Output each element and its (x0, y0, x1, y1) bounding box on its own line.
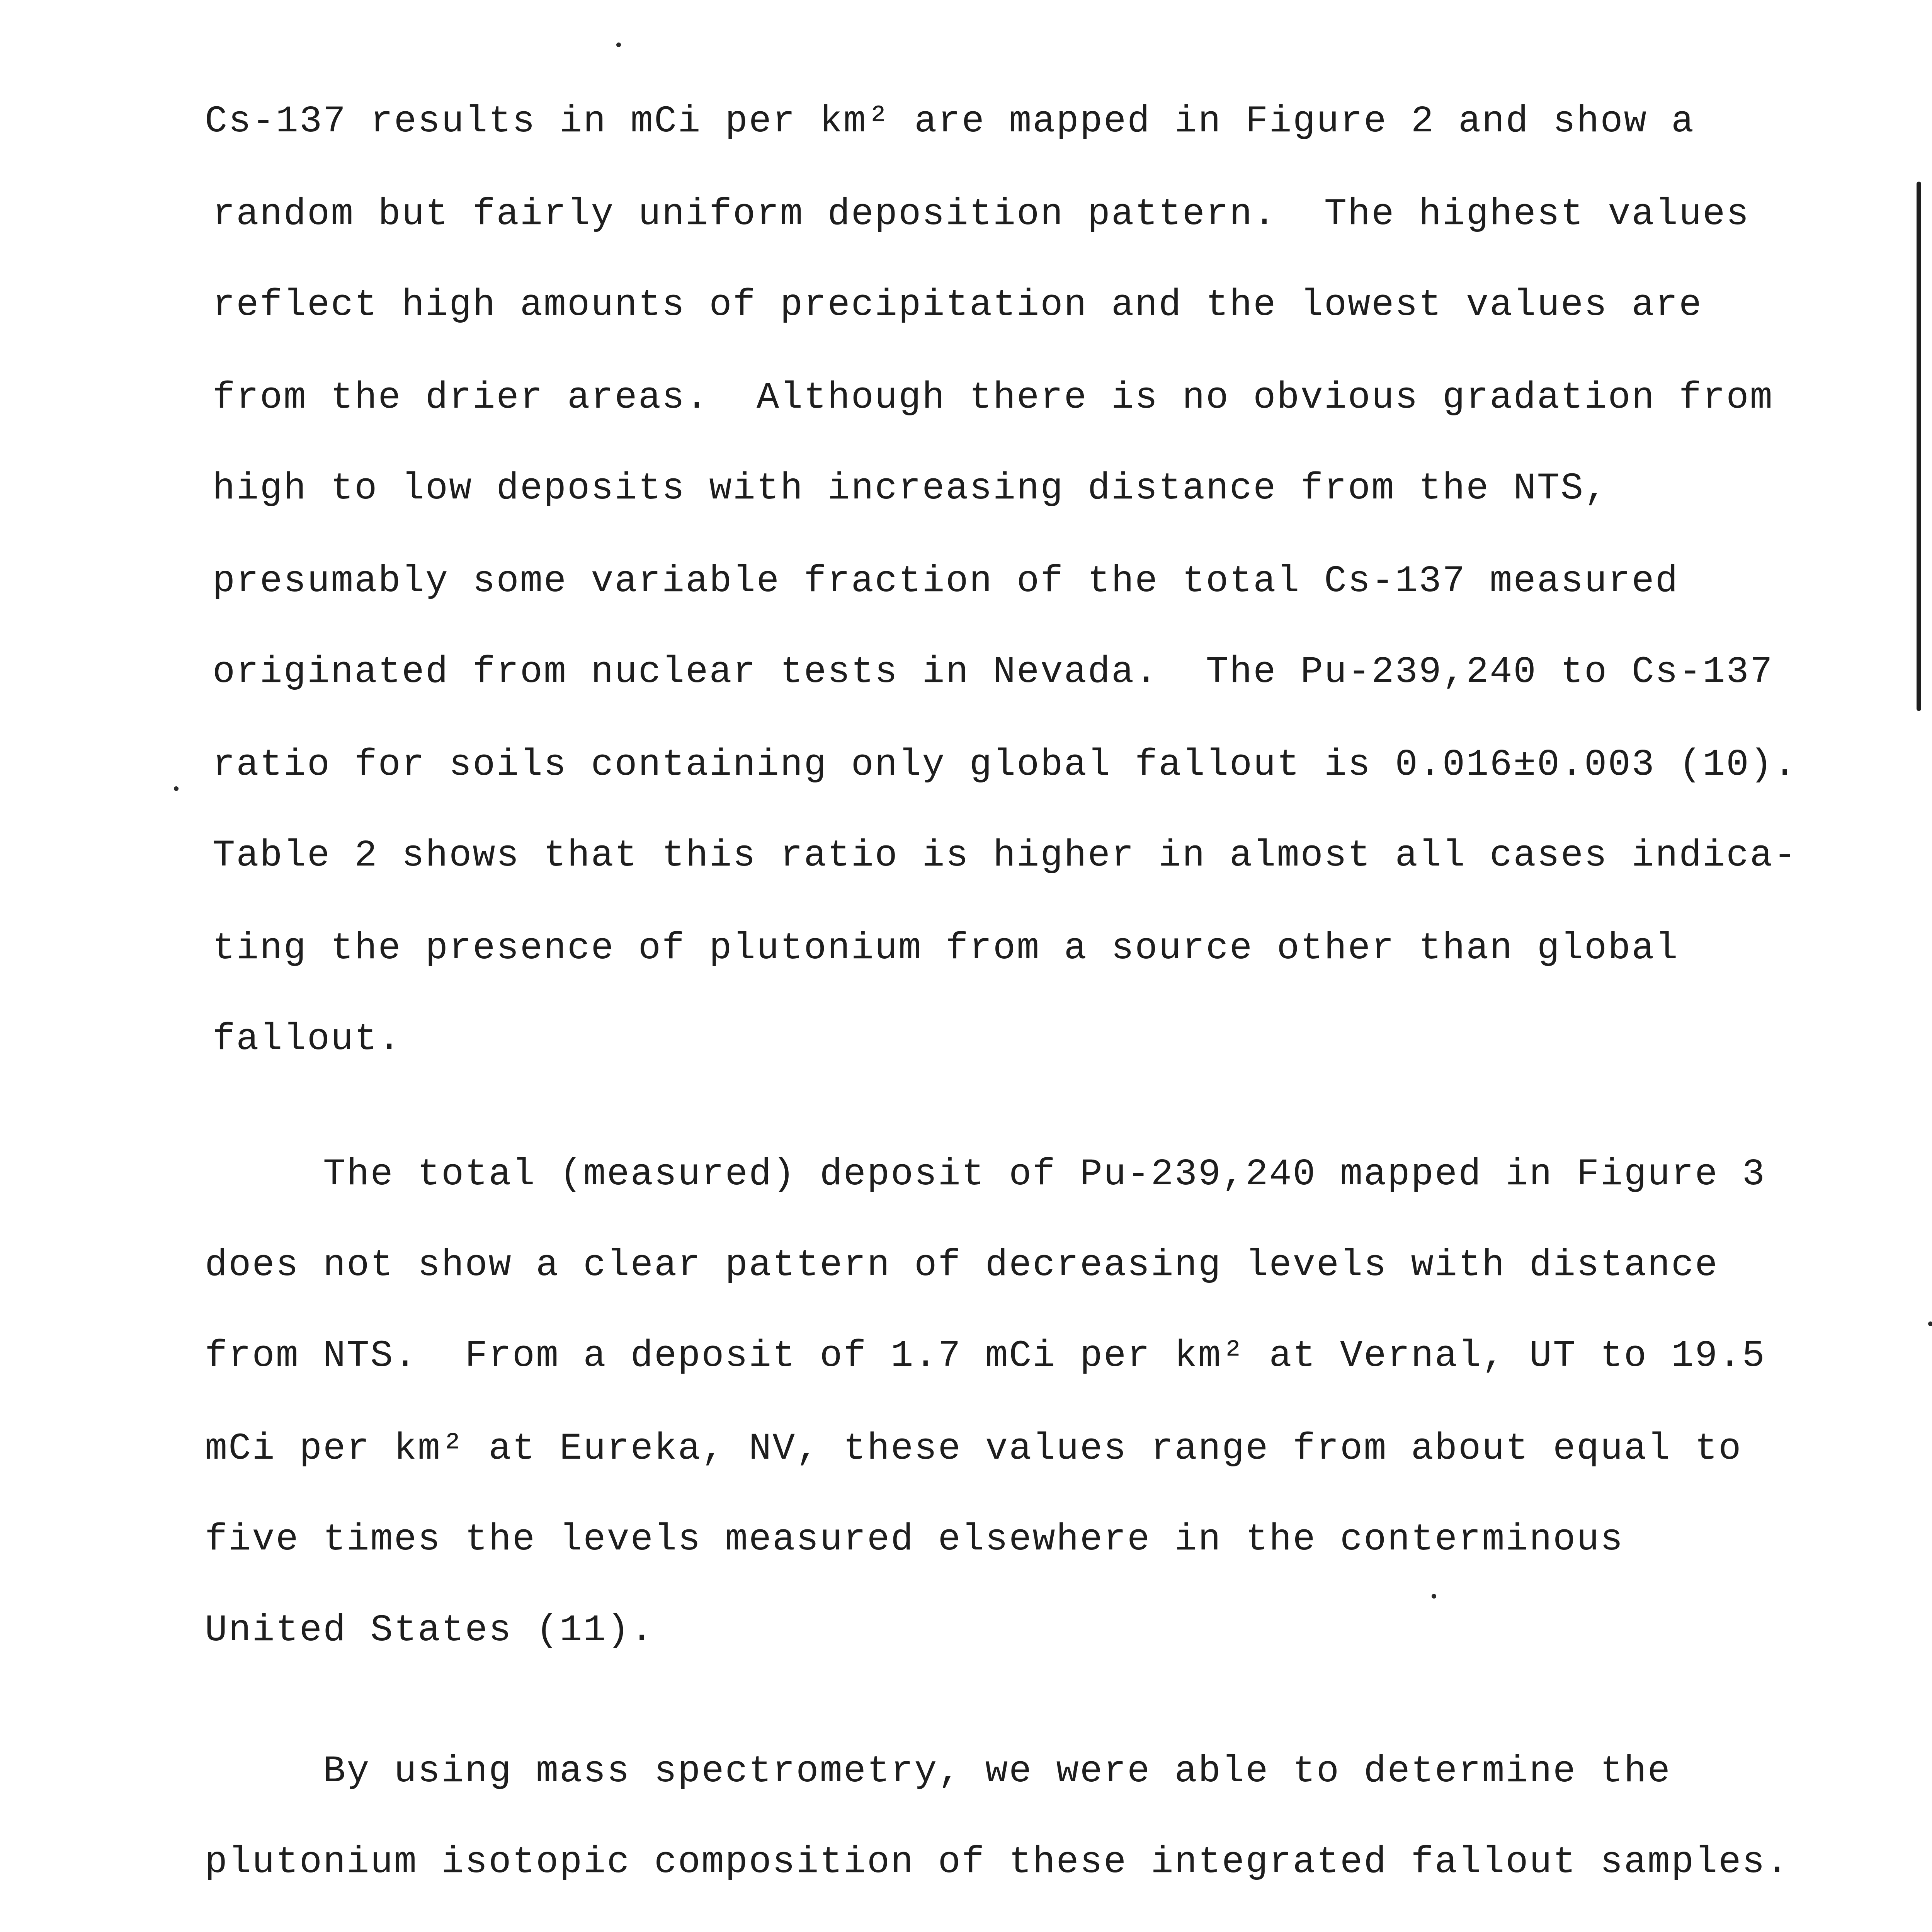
scan-speck (616, 43, 621, 47)
text-line: mCi per km² at Eureka, NV, these values range from about equal to (205, 1428, 1742, 1470)
text-line: Table 2 shows that this ratio is higher in almost all cases indica- (213, 835, 1798, 877)
text-line: random but fairly uniform deposition pattern. The highest values (213, 193, 1750, 236)
text-line: presumably some variable fraction of the total Cs-137 measured (213, 560, 1679, 603)
text-line: from the drier areas. Although there is no obvious gradation from (213, 377, 1774, 419)
text-line: plutonium isotopic composition of these integrated fallout samples. (205, 1841, 1790, 1884)
text-line: ting the presence of plutonium from a source other than global (213, 927, 1679, 970)
margin-bracket-mark (1917, 182, 1921, 711)
scan-speck (1928, 1321, 1932, 1326)
text-line: By using mass spectrometry, we were able to determine the (205, 1750, 1671, 1793)
text-line: United States (11). (205, 1609, 654, 1652)
text-line: The total (measured) deposit of Pu-239,240 mapped in Figure 3 (205, 1153, 1766, 1196)
text-line: five times the levels measured elsewhere in the conterminous (205, 1519, 1624, 1561)
text-line: ratio for soils containing only global fallout is 0.016±0.003 (10). (213, 744, 1798, 786)
text-line (205, 1930, 1718, 1932)
scan-speck (1432, 1594, 1436, 1599)
text-line: fallout. (213, 1018, 402, 1061)
text-line: reflect high amounts of precipitation and the lowest values are (213, 284, 1703, 327)
text-line: does not show a clear pattern of decreasing levels with distance (205, 1244, 1719, 1287)
scan-speck (174, 786, 179, 791)
text-line: from NTS. From a deposit of 1.7 mCi per km² at Vernal, UT to 19.5 (205, 1335, 1766, 1378)
text-line: originated from nuclear tests in Nevada. The Pu-239,240 to Cs-137 (213, 651, 1774, 694)
text-line: high to low deposits with increasing distance from the NTS, (213, 468, 1608, 510)
text-line: Cs-137 results in mCi per km² are mapped in Figure 2 and show a (205, 100, 1695, 143)
